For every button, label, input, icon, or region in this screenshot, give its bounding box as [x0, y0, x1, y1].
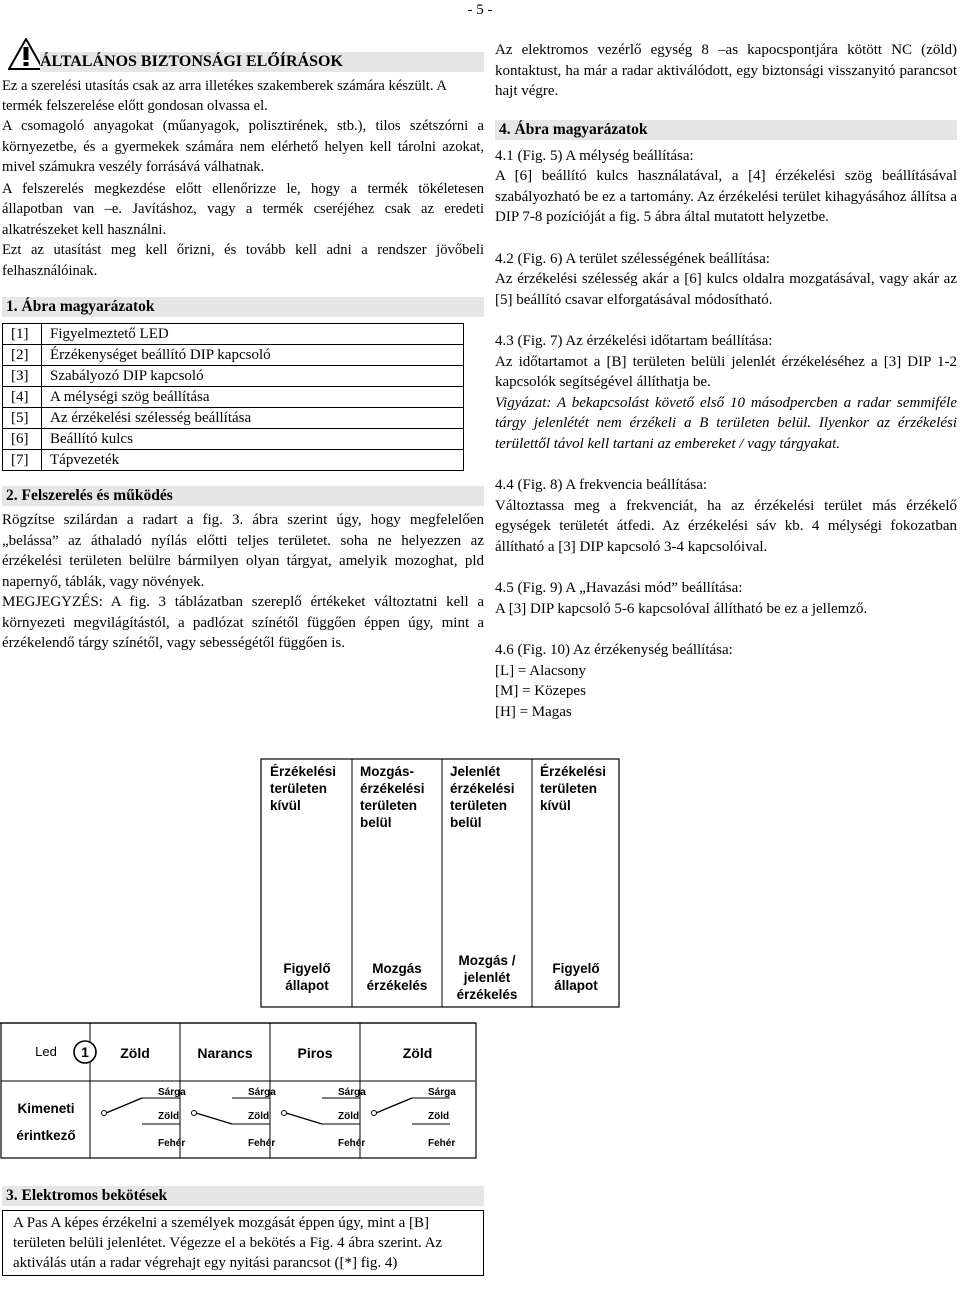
legend-row: [3, 450, 464, 471]
wire-label: Fehér: [158, 1138, 186, 1149]
section-3-title: 3. Elektromos bekötések: [2, 1186, 484, 1206]
zone-label: Érzékelési: [270, 764, 337, 779]
contact-node: [372, 1111, 377, 1116]
zone-label: területen: [540, 781, 598, 796]
wire-label: Fehér: [248, 1138, 276, 1149]
contact-node: [192, 1111, 197, 1116]
s43-title: 4.3 (Fig. 7) Az érzékelési időtartam beállítása:: [495, 333, 773, 349]
legend-table: [2, 323, 464, 471]
section-2-paragraph: Rögzítse szilárdan a radart a fig. 3. ábra szerint úgy, hogy megfelelően „belássa” az áthaladó nyílás előtti teljes területet. soha ne helyezzen az érzékelési területen belülre bármilyen olyan tárgyat, amelyik mozoghat, pld napernyő, táblák, vagy növények.: [2, 512, 484, 590]
legend-text: Szabályozó DIP kapcsoló: [42, 366, 464, 387]
led-number: 1: [81, 1044, 89, 1060]
legend-number: [2]: [3, 345, 42, 366]
section-4-title: 4. Ábra magyarázatok: [495, 120, 957, 140]
section-3-text: A Pas A képes érzékelni a személyek mozgását éppen úgy, mint a [B] területen belüli jelenlétet. Végezze el a bekötés a Fig. 4 ábra szerint. Az aktiválás után a radar végrehajt egy nyitási parancsot ([*] fig. 4): [13, 1215, 443, 1271]
wire-label: Fehér: [428, 1138, 456, 1149]
s46-title: 4.6 (Fig. 10) Az érzékenység beállítása:: [495, 642, 733, 658]
safety-paragraph: Ezt az utasítást meg kell őrizni, és tovább kell adni a rendszer jövőbeli felhasználóinak.: [2, 242, 484, 279]
zone-label: érzékelési: [360, 781, 425, 796]
s45-title: 4.5 (Fig. 9) A „Havazási mód” beállítása:: [495, 580, 743, 596]
s46-item: [M] = Közepes: [495, 683, 586, 699]
zone-label: területen: [360, 798, 418, 813]
detection-diagram: [0, 758, 956, 1158]
contact-label: Kimeneti: [17, 1101, 75, 1116]
s43-warning: Vigyázat: A bekapcsolást követő első 10 másodpercben a radar semmiféle tárgy jelenlétét nem érzékeli a B területen belül. Ilyenkor az érzékelési területtől távol kell tartani az embereket / vagy tárgyakat.: [495, 394, 957, 452]
contact-node: [102, 1111, 107, 1116]
wire-label: Sárga: [338, 1087, 366, 1098]
legend-row: [3, 324, 464, 345]
legend-text: Beállító kulcs: [42, 429, 464, 450]
legend-row: [3, 345, 464, 366]
led-label: Led: [35, 1044, 57, 1059]
state-label: Figyelő: [283, 961, 331, 976]
state-label: Mozgás: [372, 961, 422, 976]
wire-label: Fehér: [338, 1138, 366, 1149]
safety-title: ÁLTALÁNOS BIZTONSÁGI ELŐÍRÁSOK: [40, 52, 484, 72]
state-label: Mozgás /: [458, 953, 516, 968]
state-label: érzékelés: [366, 978, 428, 993]
warning-icon: [8, 38, 44, 70]
state-label: érzékelés: [456, 987, 518, 1002]
legend-number: [7]: [3, 450, 42, 471]
section-1-title: 1. Ábra magyarázatok: [2, 297, 484, 317]
zone-label: kívül: [270, 798, 301, 813]
wire-label: Zöld: [338, 1111, 360, 1122]
legend-row: [3, 408, 464, 429]
s45-text: A [3] DIP kapcsoló 5-6 kapcsolóval állítható be ez a jellemző.: [495, 600, 868, 617]
contact-switch: [106, 1098, 142, 1113]
led-color-label: Zöld: [120, 1045, 150, 1061]
contact-switch: [196, 1113, 232, 1124]
wire-label: Zöld: [248, 1111, 270, 1122]
safety-header: [2, 38, 484, 76]
zone-label: belül: [360, 815, 392, 830]
s46-item: [L] = Alacsony: [495, 662, 586, 679]
s46-item: [H] = Magas: [495, 703, 572, 720]
zone-label: Mozgás-: [360, 764, 414, 779]
zone-label: Érzékelési: [540, 764, 607, 779]
wire-label: Sárga: [158, 1087, 186, 1098]
safety-paragraph: A csomagoló anyagokat (műanyagok, polisztirének, stb.), tilos szétszórni a környezetbe, és a gyermekek számára nem elérhető helyen kell tárolni azokat, mivel számukra veszély forrásává válhatnak.: [2, 118, 484, 175]
led-color-label: Narancs: [197, 1045, 253, 1061]
contact-node: [282, 1111, 287, 1116]
wire-label: Sárga: [428, 1087, 456, 1098]
led-color-label: Piros: [297, 1045, 333, 1061]
legend-number: [3]: [3, 366, 42, 387]
s41-title: 4.1 (Fig. 5) A mélység beállítása:: [495, 147, 694, 164]
state-label: Figyelő: [552, 961, 600, 976]
legend-row: [3, 387, 464, 408]
safety-paragraph: A felszerelés megkezdése előtt ellenőrizze le, hogy a termék tökéletesen állapotban van –e. Javításhoz, vagy a termék cseréjéhez csak az eredeti alkatrészeket kell használni.: [2, 180, 484, 238]
state-label: állapot: [554, 978, 598, 993]
page-number: - 5 -: [467, 2, 493, 18]
legend-row: [3, 366, 464, 387]
state-label: állapot: [285, 978, 329, 993]
state-label: jelenlét: [463, 970, 511, 985]
legend-number: [6]: [3, 429, 42, 450]
right-column: [495, 40, 957, 722]
legend-text: Érzékenységet beállító DIP kapcsoló: [42, 345, 464, 366]
legend-number: [4]: [3, 387, 42, 408]
zone-label: kívül: [540, 798, 571, 813]
detection-figure: [16, 758, 956, 1158]
zone-label: érzékelési: [450, 781, 515, 796]
section-3: [2, 1186, 484, 1276]
led-color-label: Zöld: [402, 1045, 433, 1061]
s41-text: A [6] beállító kulcs használatával, a [4] érzékelési szög beállításával szabályozható be ez a tartomány. Az érzékelési terület kihagyásához állítsa a DIP 7-8 pozícióját a fig. 5 ábra által mutatott helyzetbe.: [495, 168, 957, 225]
left-column: [2, 38, 484, 654]
wire-label: Sárga: [248, 1087, 276, 1098]
legend-number: [5]: [3, 408, 42, 429]
legend-row: [3, 429, 464, 450]
s42-text: Az érzékelési szélesség akár a [6] kulcs oldalra mozgatásával, vagy akár az [5] beállító csavar elforgatásával módosítható.: [495, 271, 957, 308]
s43-text: Az időtartamot a [B] területen belüli jelenlét érzékeléséhez a [3] DIP 1-2 kapcsolók segítségével állíthatja be.: [495, 353, 957, 390]
legend-text: Tápvezeték: [42, 450, 464, 471]
s44-title: 4.4 (Fig. 8) A frekvencia beállítása:: [495, 477, 708, 493]
section-2-title: 2. Felszerelés és működés: [2, 486, 484, 506]
zone-label: területen: [450, 798, 508, 813]
legend-text: A mélységi szög beállítása: [42, 387, 464, 408]
section-2-paragraph: MEGJEGYZÉS: A fig. 3 táblázatban szereplő értékeket változtatni kell a környezeti megvilágítástól, a padlózat színétől függően éppen úgy, mint a érzékelendő tárgy színétől, vagy sebességétől függően is.: [2, 594, 484, 651]
s42-title: 4.2 (Fig. 6) A terület szélességének beállítása:: [495, 250, 770, 267]
legend-text: Figyelmeztető LED: [42, 324, 464, 345]
safety-paragraph: Ez a szerelési utasítás csak az arra illetékes szakemberek számára készült. A termék felszerelése előtt gondosan olvassa el.: [2, 78, 447, 114]
contact-label: érintkező: [16, 1128, 76, 1143]
legend-text: Az érzékelési szélesség beállítása: [42, 408, 464, 429]
zone-label: területen: [270, 781, 328, 796]
zone-label: Jelenlét: [450, 764, 501, 779]
wire-label: Zöld: [428, 1111, 450, 1122]
zone-label: belül: [450, 815, 482, 830]
legend-number: [1]: [3, 324, 42, 345]
wire-label: Zöld: [158, 1111, 180, 1122]
section-3-box: [2, 1210, 484, 1276]
s44-text: Változtassa meg a frekvenciát, ha az érzékelési terület más érzékelő egységek területét átfedi. Az érzékelési sáv kb. 4 mélységi fokozatban állítható a [3] DIP kapcsoló 3-4 kapcsolóival.: [495, 497, 957, 555]
intro-paragraph: Az elektromos vezérlő egység 8 –as kapocspontjára kötött NC (zöld) kontaktust, ha már a radar aktiválódott, egy biztonsági visszanyitó parancsot hajt végre.: [495, 42, 957, 99]
